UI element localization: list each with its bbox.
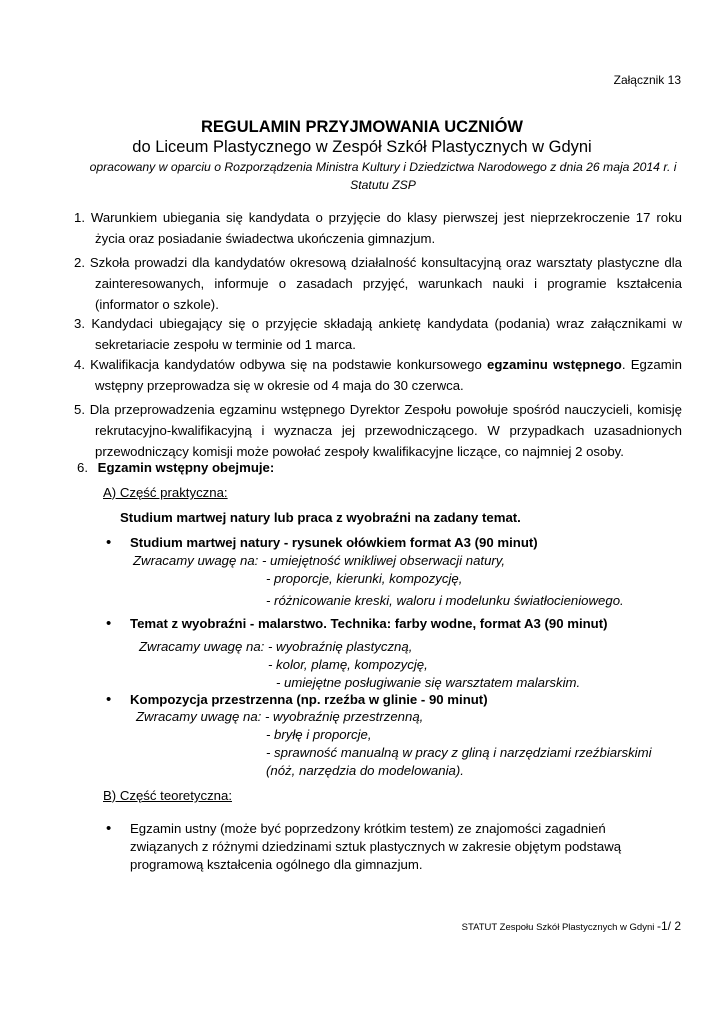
- part-b-heading: B) Część teoretyczna:: [103, 788, 232, 803]
- note-line-2: Statutu ZSP: [350, 178, 416, 192]
- item-5-line-3: przewodniczący komisji może powołać zespoły kwalifikacyjne liczące, co najmniej 2 osoby.: [95, 444, 624, 459]
- item-1-line-1: 1. Warunkiem ubiegania się kandydata o przyjęcie do klasy pierwszej jest nieprzekroczenie 17 roku: [74, 210, 682, 225]
- item-2: [74, 252, 682, 315]
- page-footer: [462, 919, 681, 933]
- document-note: [84, 158, 682, 194]
- item-6: [77, 460, 274, 475]
- item-5-line-1: 5. Dla przeprowadzenia egzaminu wstępnego Dyrektor Zespołu powołuje spośród nauczycieli, komisję: [74, 402, 682, 417]
- bullet-3-title: Kompozycja przestrzenna (np. rzeźba w glinie - 90 minut): [130, 692, 488, 707]
- item-4-line-1a: 4. Kwalifikacja kandydatów odbywa się na podstawie konkursowego: [74, 357, 487, 372]
- item-2-line-1: 2. Szkoła prowadzi dla kandydatów okresową działalność konsultacyjną oraz warsztaty plastyczne dla: [74, 255, 682, 270]
- bullet-3-criteria-4: (nóż, narzędzia do modelowania).: [266, 763, 464, 778]
- bullet-2-criteria-1: Zwracamy uwagę na: - wyobraźnię plastyczną,: [139, 639, 413, 654]
- item-6-label: Egzamin wstępny obejmuje:: [97, 460, 275, 475]
- item-4-line-2: wstępny przeprowadza się w okresie od 4 maja do 30 czerwca.: [95, 378, 464, 393]
- bullet-3-criteria-3: - sprawność manualną w pracy z gliną i narzędziami rzeźbiarskimi: [266, 745, 652, 760]
- item-4-line-1-bold: egzaminu wstępnego: [487, 357, 622, 372]
- bullet-3-icon: •: [106, 691, 112, 708]
- item-5: [74, 399, 682, 462]
- item-6-number: 6.: [77, 460, 88, 475]
- item-4-line-1: [74, 354, 682, 375]
- part-b-line-3: programową kształcenia ogólnego dla gimnazjum.: [130, 857, 423, 872]
- item-2-line-2: zainteresowanych, informuje o zasadach przyjęć, warunkach nauki i programie kształcenia: [95, 276, 682, 291]
- item-4-line-1c: . Egzamin: [621, 357, 682, 372]
- bullet-1-criteria-2: - proporcje, kierunki, kompozycję,: [266, 571, 463, 586]
- bullet-1-criteria-3: - różnicowanie kreski, waloru i modelunku światłocieniowego.: [266, 593, 624, 608]
- item-1: [74, 207, 682, 249]
- bullet-1-criteria-1: Zwracamy uwagę na: - umiejętność wnikliwej obserwacji natury,: [133, 553, 506, 568]
- bullet-2-criteria-2: - kolor, plamę, kompozycję,: [268, 657, 428, 672]
- footer-text: STATUT Zespołu Szkół Plastycznych w Gdyni: [461, 922, 657, 933]
- item-4: [74, 354, 682, 396]
- bullet-2-title: Temat z wyobraźni - malarstwo. Technika: farby wodne, format A3 (90 minut): [130, 616, 608, 631]
- item-1-line-2: życia oraz posiadanie świadectwa ukończenia gimnazjum.: [95, 231, 436, 246]
- item-3-line-1: 3. Kandydaci ubiegający się o przyjęcie składają ankietę kandydata (podania) wraz załącznikami w: [74, 316, 682, 331]
- part-a-intro: Studium martwej natury lub praca z wyobraźni na zadany temat.: [120, 510, 521, 525]
- part-b-line-2: związanych z różnymi dziedzinami sztuk plastycznych w zakresie objętym podstawą: [130, 839, 622, 854]
- bullet-4-icon: •: [106, 820, 112, 837]
- bullet-2-icon: •: [106, 615, 112, 632]
- item-2-line-3: (informator o szkole).: [95, 297, 219, 312]
- bullet-2-criteria-3: - umiejętne posługiwanie się warsztatem malarskim.: [276, 675, 581, 690]
- part-b-line-1: Egzamin ustny (może być poprzedzony krótkim testem) ze znajomości zagadnień: [130, 821, 606, 836]
- bullet-1-title: Studium martwej natury - rysunek ołówkiem format A3 (90 minut): [130, 535, 538, 550]
- item-3-line-2: sekretariacie zespołu w terminie od 1 marca.: [95, 337, 356, 352]
- document-subtitle: do Liceum Plastycznego w Zespół Szkół Plastycznych w Gdyni: [132, 138, 592, 156]
- item-3: [74, 313, 682, 355]
- bullet-3-criteria-1: Zwracamy uwagę na: - wyobraźnię przestrzenną,: [136, 709, 424, 724]
- note-line-1: opracowany w oparciu o Rozporządzenia Ministra Kultury i Dziedzictwa Narodowego z dnia 26 maja 2014 r. i: [89, 160, 677, 174]
- part-a-heading: A) Część praktyczna:: [103, 485, 228, 500]
- page-number: -1/ 2: [656, 919, 681, 933]
- item-5-line-2: rekrutacyjno-kwalifikacyjną i wyznacza jej przewodniczącego. W przypadkach uzasadnionych: [95, 423, 682, 438]
- document-title: REGULAMIN PRZYJMOWANIA UCZNIÓW: [200, 118, 524, 136]
- bullet-3-criteria-2: - bryłę i proporcje,: [266, 727, 372, 742]
- bullet-1-icon: •: [106, 534, 112, 551]
- attachment-label: Załącznik 13: [613, 73, 681, 87]
